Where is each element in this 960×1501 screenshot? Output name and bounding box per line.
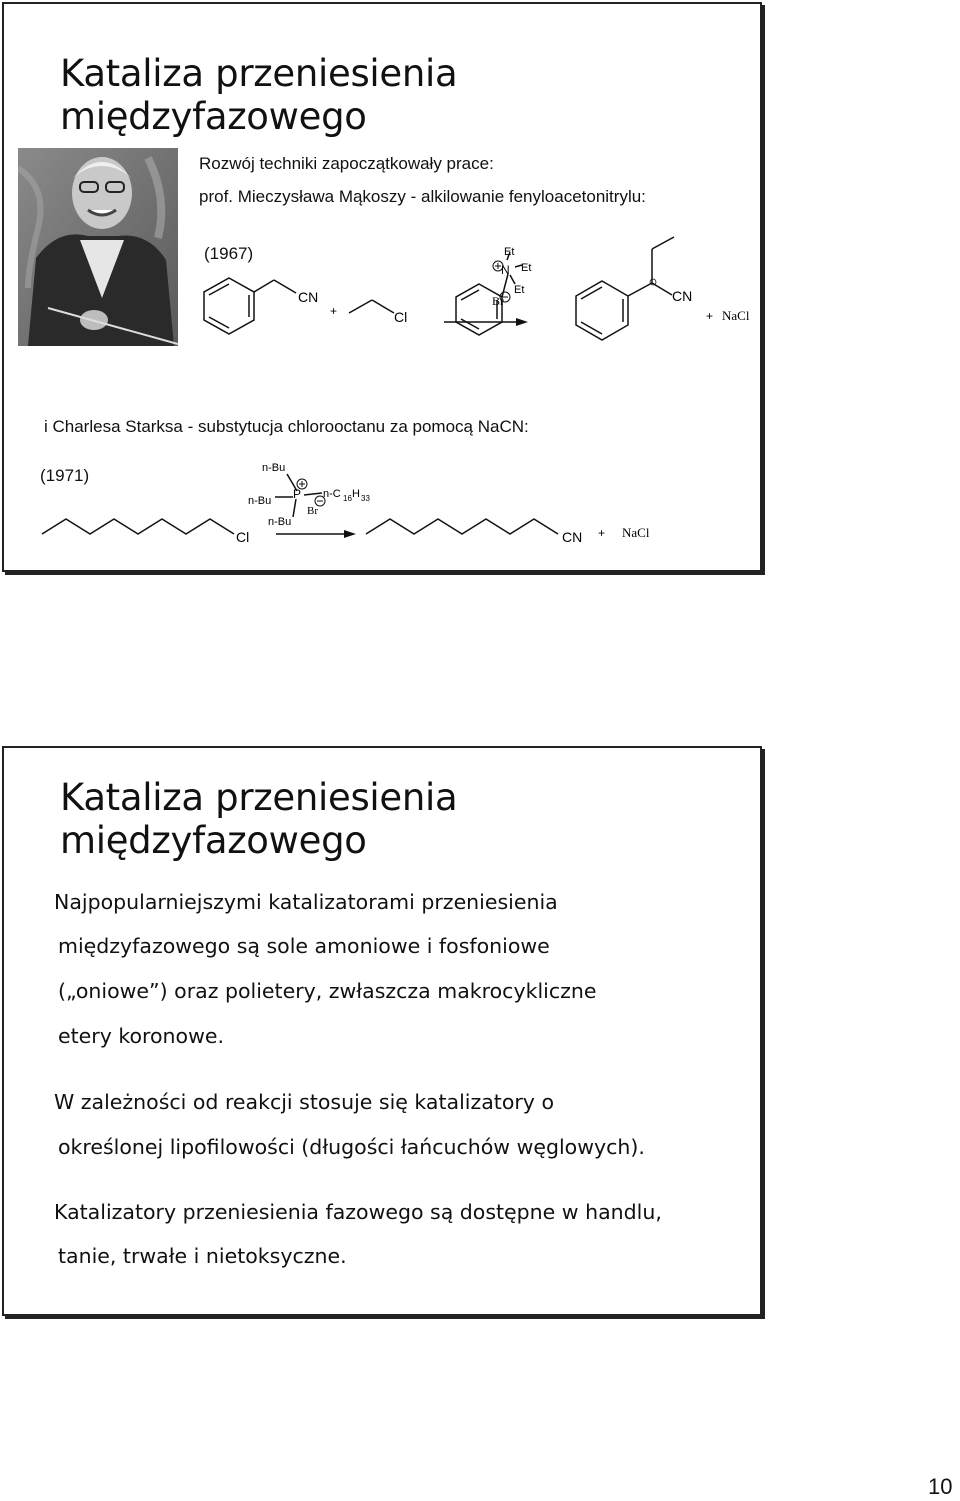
paragraph-1-line-3: („oniowe”) oraz polietery, zwłaszcza makrocykliczne	[58, 979, 597, 1003]
reaction-scheme-2	[4, 454, 764, 554]
paragraph-2-line-2: określonej lipofilowości (długości łańcuchów węglowych).	[58, 1135, 645, 1159]
scheme1-et-right: Et	[521, 262, 532, 274]
scheme2-nbu-left: n-Bu	[248, 495, 272, 507]
scheme2-chain: n-C	[323, 488, 341, 500]
paragraph-3-line-1: Katalizatory przeniesienia fazowego są dostępne w handlu,	[54, 1200, 662, 1224]
reaction-scheme-1	[4, 234, 764, 354]
scheme1-n: N	[501, 263, 510, 277]
reaction-arrow-head-2	[344, 530, 356, 538]
scheme2-nbu-bottom: n-Bu	[268, 516, 292, 528]
benzene-ring-catalyst	[456, 284, 502, 335]
scheme1-cl: Cl	[394, 309, 408, 325]
scheme1-cn-right: CN	[672, 288, 693, 304]
paragraph-2-line-1: W zależności od reakcji stosuje się katalizatory o	[54, 1090, 554, 1114]
page-number: 10	[928, 1474, 953, 1499]
slide-1-title: Kataliza przeniesienia międzyfazowego	[60, 52, 458, 138]
year-1971: (1971)	[40, 466, 90, 485]
scheme2-sub33: 33	[361, 494, 370, 503]
benzene-ring-left	[204, 278, 254, 334]
scheme1-cn-left: CN	[298, 289, 319, 305]
scheme1-plus-1: +	[330, 304, 338, 318]
scheme1-plus-2: +	[706, 309, 714, 323]
scheme2-nacl: NaCl	[622, 525, 650, 540]
scheme2-br: Br	[307, 505, 318, 517]
scheme1-nacl: NaCl	[722, 308, 750, 323]
paragraph-1-line-2: międzyfazowego są sole amoniowe i fosfoniowe	[58, 934, 550, 958]
scheme1-br: Br	[492, 294, 504, 308]
scheme2-p: P	[293, 487, 302, 501]
paragraph-3-line-2: tanie, trwałe i nietoksyczne.	[58, 1244, 347, 1268]
scheme1-et-top: Et	[504, 246, 515, 258]
paragraph-1-line-1: Najpopularniejszymi katalizatorami przeniesienia	[54, 890, 558, 914]
slide-2-title: Kataliza przeniesienia międzyfazowego	[60, 776, 458, 862]
slide-2	[2, 746, 762, 1316]
year-1967: (1967)	[204, 244, 254, 263]
second-line: i Charlesa Starksa - substytucja chlorooctanu za pomocą NaCN:	[44, 417, 529, 436]
alkyl-chain-right	[366, 519, 558, 534]
scheme1-et-low: Et	[514, 284, 525, 296]
scheme2-nbu-top: n-Bu	[262, 462, 286, 474]
alkyl-chain-left	[42, 519, 234, 534]
intro-line-1: Rozwój techniki zapoczątkowały prace:	[199, 154, 494, 173]
benzene-ring-product	[576, 281, 628, 340]
scheme2-plus: +	[598, 526, 606, 540]
reaction-arrow-head-1	[516, 318, 528, 326]
intro-line-2: prof. Mieczysława Mąkoszy - alkilowanie fenyloacetonitrylu:	[199, 187, 646, 206]
scheme2-cl: Cl	[236, 529, 250, 545]
slide-1	[2, 2, 762, 572]
scheme2-h: H	[352, 488, 360, 500]
paragraph-1-line-4: etery koronowe.	[58, 1024, 224, 1048]
scheme2-cn: CN	[562, 529, 583, 545]
scheme2-sub16: 16	[343, 494, 352, 503]
